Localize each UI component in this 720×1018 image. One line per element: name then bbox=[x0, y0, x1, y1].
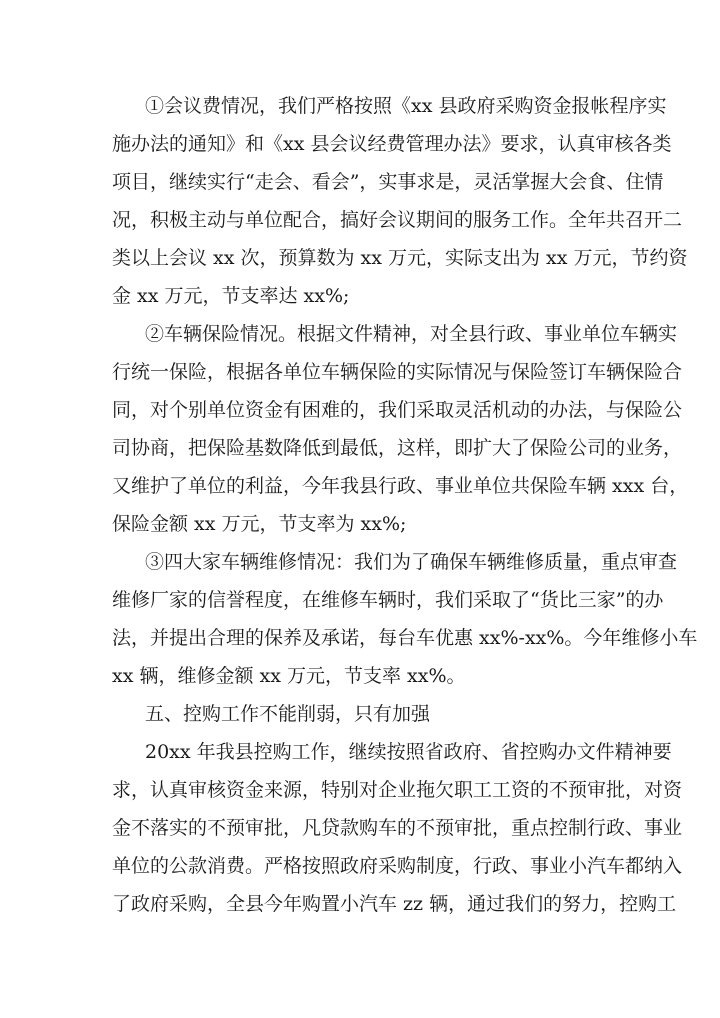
line-text: ①会议费情况，我们严格按照《xx 县政府采购资金报帐程序实 bbox=[145, 95, 667, 117]
line-text: 同，对个别单位资金有困难的，我们采取灵活机动的办法，与保险公 bbox=[112, 399, 683, 421]
line-text: 项目，继续实行“走会、看会”，实事求是，灵活掌握大会食、住情 bbox=[112, 171, 664, 193]
text-line bbox=[0, 471, 720, 501]
line-text: 单位的公款消费。严格按照政府采购制度，行政、事业小汽车都纳入 bbox=[112, 855, 683, 877]
text-line bbox=[0, 129, 720, 159]
line-text: ②车辆保险情况。根据文件精神，对全县行政、事业单位车辆实 bbox=[145, 323, 678, 345]
text-line bbox=[0, 357, 720, 387]
line-text: 又维护了单位的利益，今年我县行政、事业单位共保险车辆 xxx 台， bbox=[112, 475, 689, 497]
line-text: 施办法的通知》和《xx 县会议经费管理办法》要求，认真审核各类 bbox=[112, 133, 672, 155]
text-line bbox=[0, 281, 720, 311]
line-text: 况，积极主动与单位配合，搞好会议期间的服务工作。全年共召开二 bbox=[112, 209, 683, 231]
heading-text: 五、控购工作不能削弱，只有加强 bbox=[145, 703, 431, 725]
text-line bbox=[0, 813, 720, 843]
text-line bbox=[0, 91, 720, 121]
line-text: 求，认真审核资金来源，特别对企业拖欠职工工资的不预审批，对资 bbox=[112, 779, 683, 801]
text-line bbox=[0, 509, 720, 539]
line-text: 了政府采购，全县今年购置小汽车 zz 辆，通过我们的努力，控购工 bbox=[112, 893, 677, 915]
text-line bbox=[0, 775, 720, 805]
line-text: 金 xx 万元，节支率达 xx%; bbox=[112, 285, 350, 307]
text-line bbox=[0, 661, 720, 691]
line-text: xx 辆，维修金额 xx 万元，节支率 xx%。 bbox=[112, 665, 466, 687]
text-line bbox=[0, 167, 720, 197]
text-line bbox=[0, 319, 720, 349]
text-line bbox=[0, 205, 720, 235]
text-line bbox=[0, 547, 720, 577]
line-text: 司协商，把保险基数降低到最低，这样，即扩大了保险公司的业务， bbox=[112, 437, 683, 459]
text-line bbox=[0, 395, 720, 425]
line-text: ③四大家车辆维修情况：我们为了确保车辆维修质量，重点审查 bbox=[145, 551, 678, 573]
text-line bbox=[0, 737, 720, 767]
section-heading bbox=[0, 699, 720, 729]
text-line bbox=[0, 889, 720, 919]
line-text: 维修厂家的信誉程度，在维修车辆时，我们采取了“货比三家”的办 bbox=[112, 589, 664, 611]
text-line bbox=[0, 585, 720, 615]
text-line bbox=[0, 623, 720, 653]
text-line bbox=[0, 851, 720, 881]
line-text: 20xx 年我县控购工作，继续按照省政府、省控购办文件精神要 bbox=[145, 741, 672, 763]
line-text: 行统一保险，根据各单位车辆保险的实际情况与保险签订车辆保险合 bbox=[112, 361, 683, 383]
line-text: 法，并提出合理的保养及承诺，每台车优惠 xx%-xx%。今年维修小车 bbox=[112, 627, 698, 649]
line-text: 金不落实的不预审批，凡贷款购车的不预审批，重点控制行政、事业 bbox=[112, 817, 683, 839]
line-text: 保险金额 xx 万元，节支率为 xx%; bbox=[112, 513, 407, 535]
line-text: 类以上会议 xx 次，预算数为 xx 万元，实际支出为 xx 万元，节约资 bbox=[112, 247, 688, 269]
text-line bbox=[0, 243, 720, 273]
text-line bbox=[0, 433, 720, 463]
